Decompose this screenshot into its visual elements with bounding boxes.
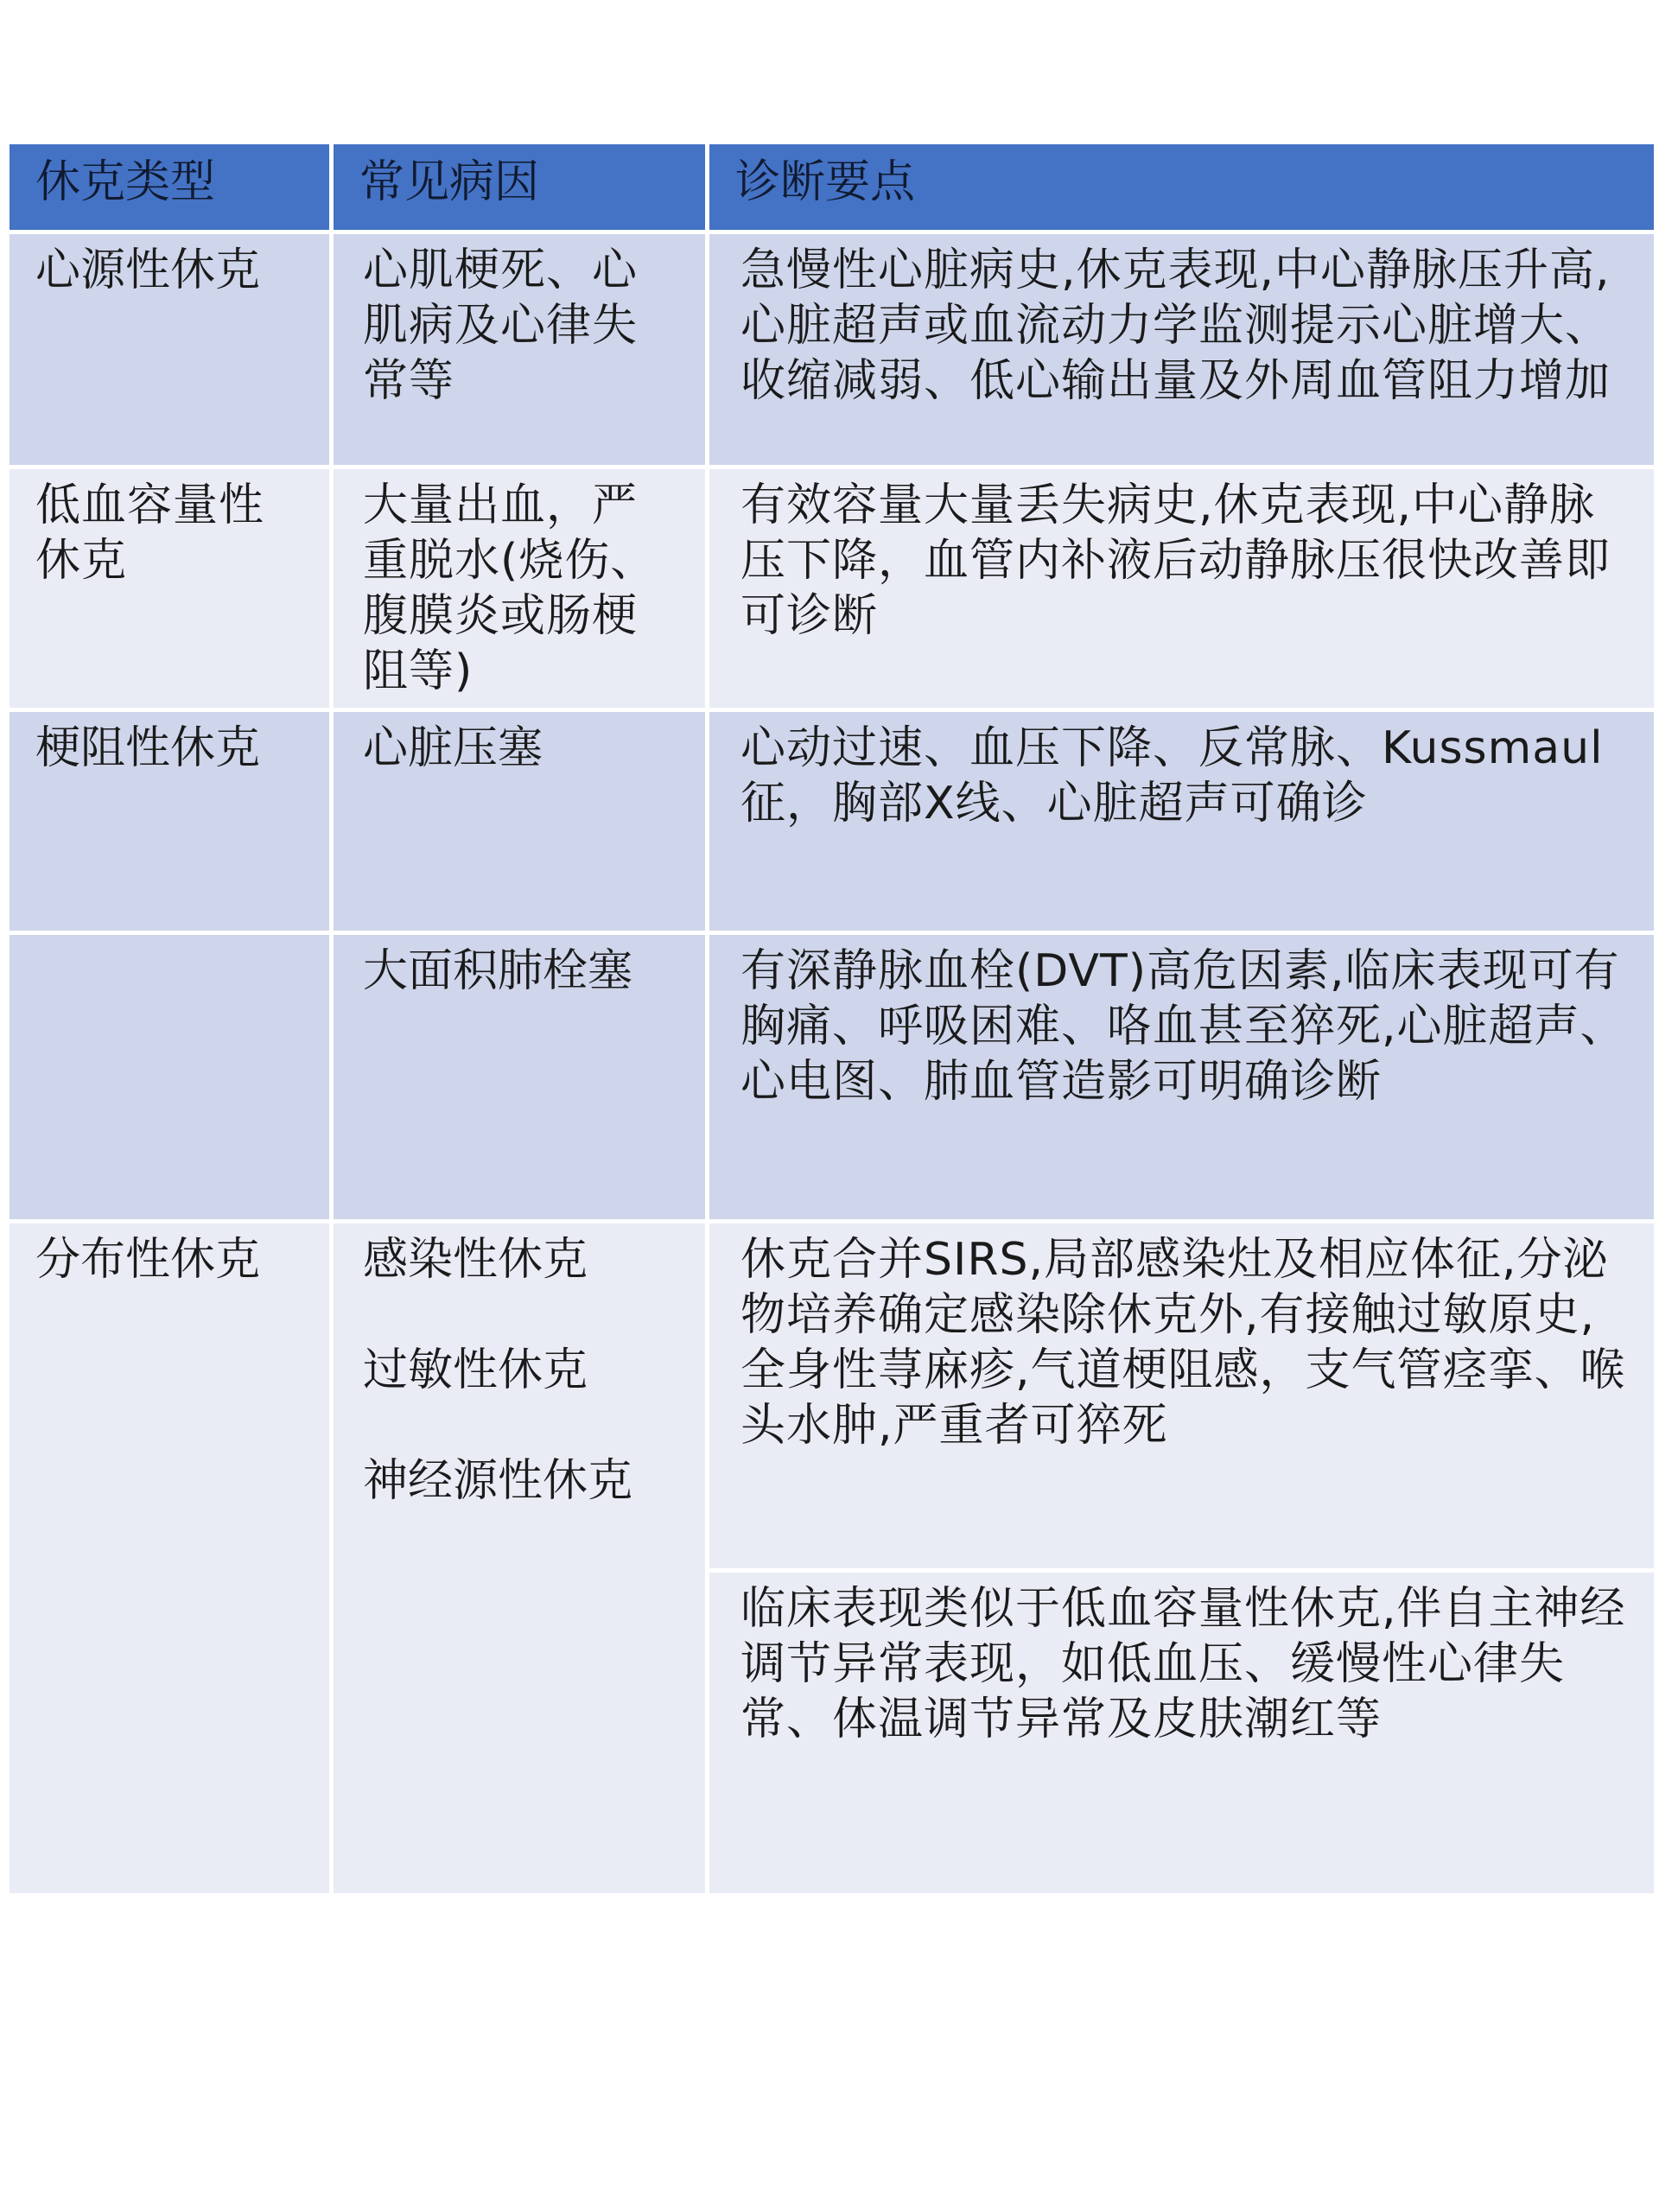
table-body <box>8 232 1656 1896</box>
cell-cause-distributive <box>332 1222 708 1896</box>
cause-anaphylactic-shock: 过敏性休克 <box>363 1344 588 1396</box>
header-common-cause: 常见病因 <box>332 143 708 232</box>
cell-type-obstructive: 梗阻性休克 <box>8 710 332 933</box>
cell-diagnosis-distributive-2: 临床表现类似于低血容量性休克,伴自主神经调节异常表现，如低血压、缓慢性心律失常、体温调节异常及皮肤潮红等 <box>708 1571 1656 1896</box>
table-header <box>8 143 1656 232</box>
shock-types-table <box>5 140 1658 1897</box>
cell-cause-cardiogenic: 心肌梗死、心肌病及心律失常等 <box>332 232 708 467</box>
table-row-cardiogenic <box>8 232 1656 467</box>
table-row-distributive-1 <box>8 1222 1656 1571</box>
cell-type-hypovolemic: 低血容量性休克 <box>8 467 332 710</box>
cell-diagnosis-distributive-1: 休克合并SIRS,局部感染灶及相应体征,分泌物培养确定感染除休克外,有接触过敏原史,全身性荨麻疹,气道梗阻感，支气管痉挛、喉头水肿,严重者可猝死 <box>708 1222 1656 1571</box>
cell-diagnosis-embolism: 有深静脉血栓(DVT)高危因素,临床表现可有胸痛、呼吸困难、咯血甚至猝死,心脏超声、心电图、肺血管造影可明确诊断 <box>708 933 1656 1222</box>
header-shock-type: 休克类型 <box>8 143 332 232</box>
cause-septic-shock: 感染性休克 <box>363 1234 588 1286</box>
cell-cause-hypovolemic: 大量出血，严重脱水(烧伤、腹膜炎或肠梗阻等) <box>332 467 708 710</box>
cell-cause-embolism: 大面积肺栓塞 <box>332 933 708 1222</box>
cell-diagnosis-hypovolemic: 有效容量大量丢失病史,休克表现,中心静脉压下降，血管内补液后动静脉压很快改善即可诊断 <box>708 467 1656 710</box>
header-row <box>8 143 1656 232</box>
cause-neurogenic-shock: 神经源性休克 <box>363 1455 633 1507</box>
table-row-obstructive-embolism <box>8 933 1656 1222</box>
header-diagnosis-points: 诊断要点 <box>708 143 1656 232</box>
table-row-obstructive-tamponade <box>8 710 1656 933</box>
cell-type-distributive: 分布性休克 <box>8 1222 332 1896</box>
cell-cause-tamponade: 心脏压塞 <box>332 710 708 933</box>
cell-type-cardiogenic: 心源性休克 <box>8 232 332 467</box>
cell-type-obstructive-empty <box>8 933 332 1222</box>
table-row-hypovolemic <box>8 467 1656 710</box>
cell-diagnosis-tamponade: 心动过速、血压下降、反常脉、Kussmaul征，胸部X线、心脏超声可确诊 <box>708 710 1656 933</box>
cell-diagnosis-cardiogenic: 急慢性心脏病史,休克表现,中心静脉压升高,心脏超声或血流动力学监测提示心脏增大、收缩减弱、低心输出量及外周血管阻力增加 <box>708 232 1656 467</box>
